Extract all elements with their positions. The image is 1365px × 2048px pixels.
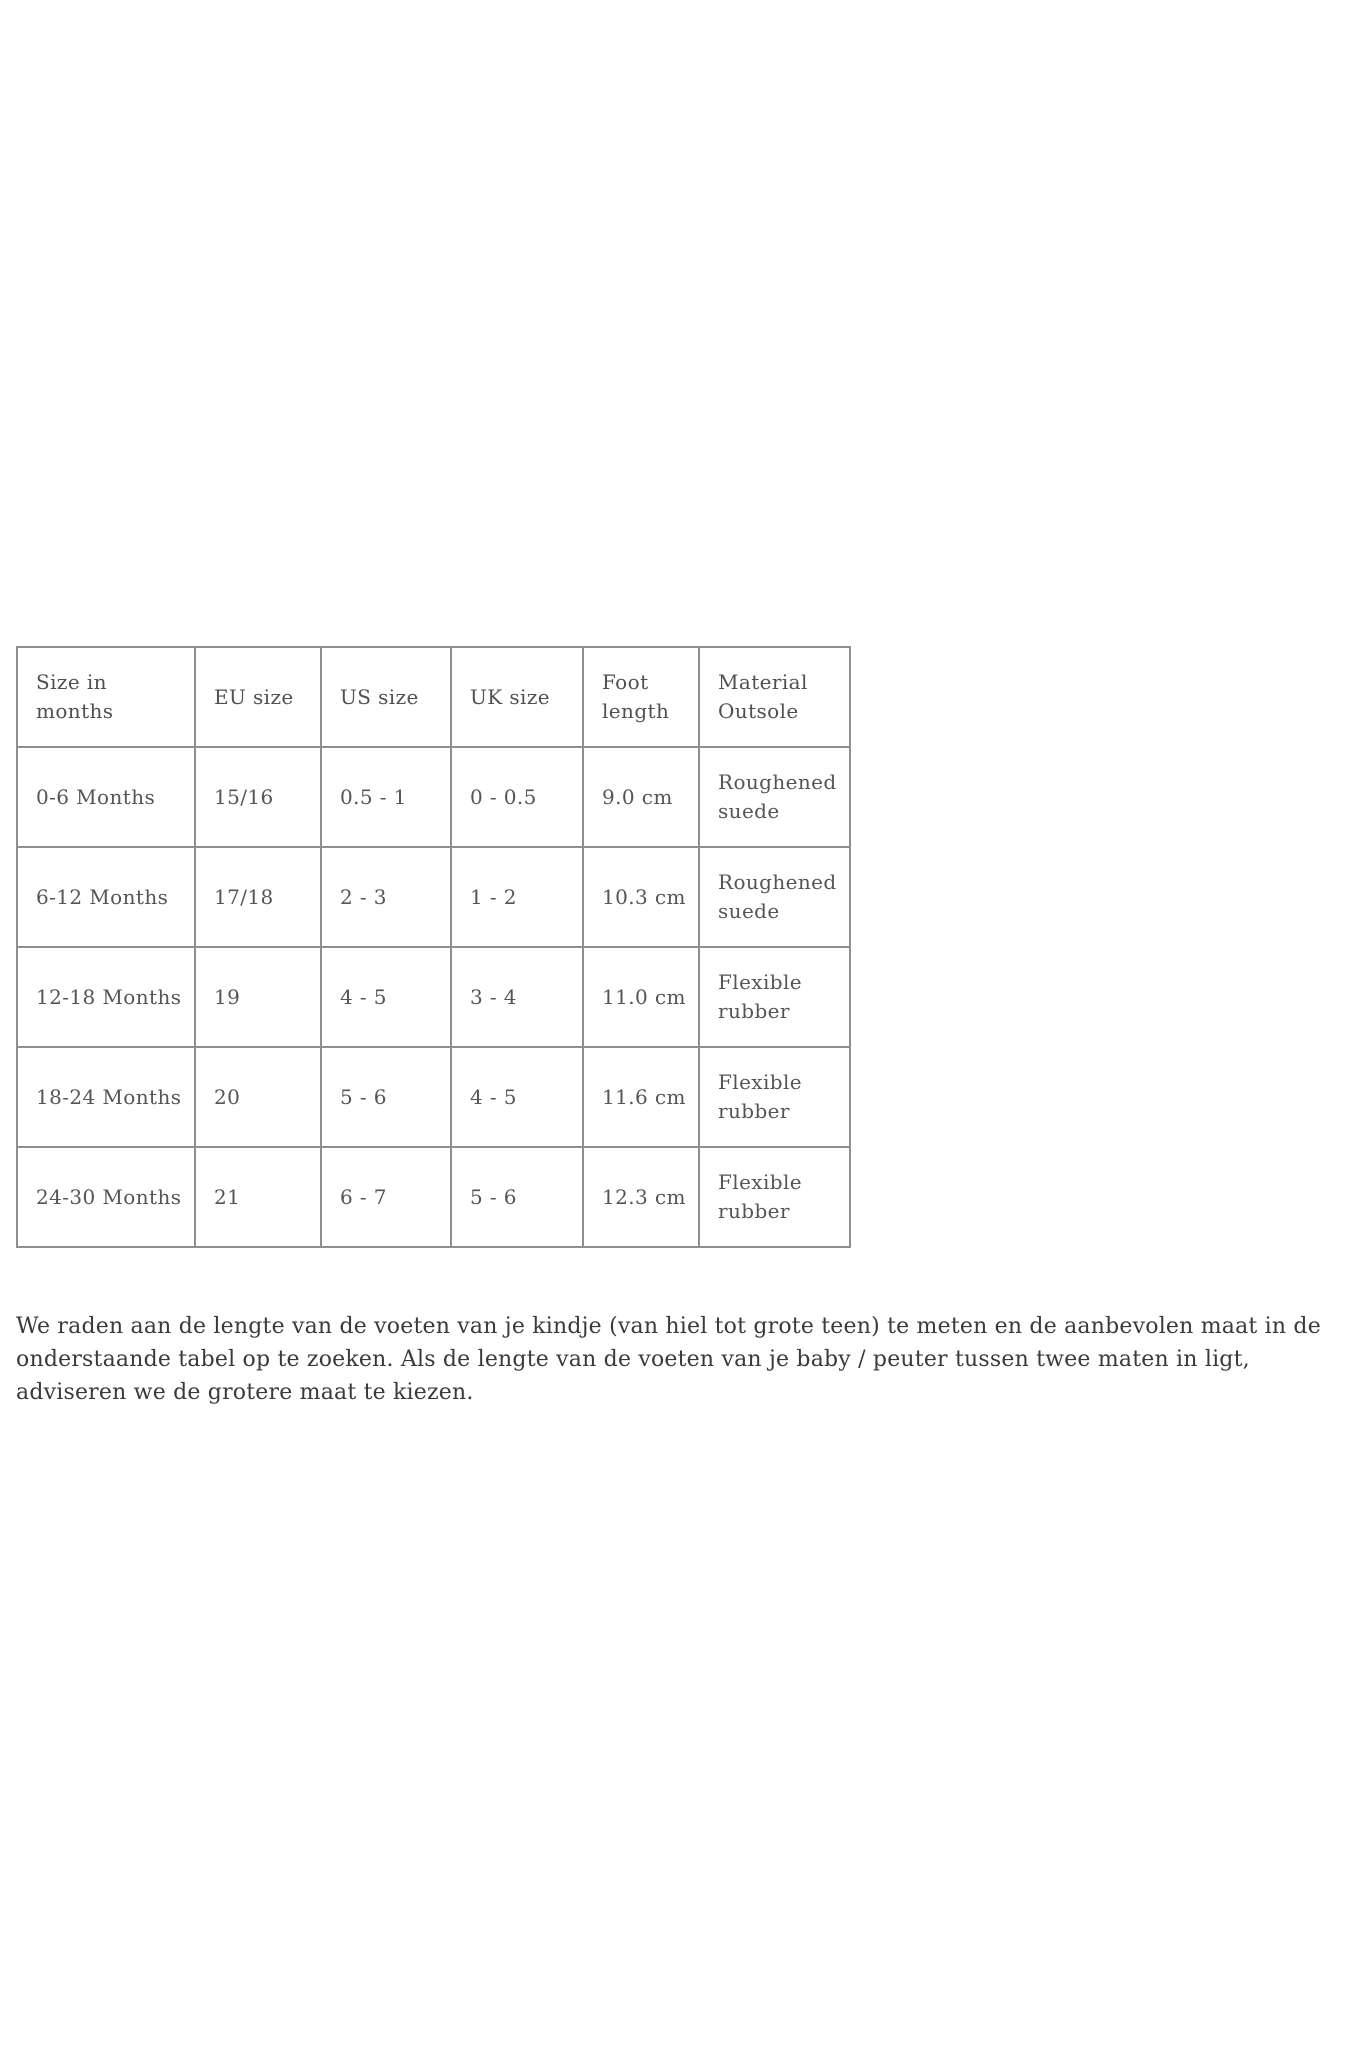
cell-foot-length: 12.3 cm <box>583 1147 699 1247</box>
cell-size-in-months: 24-30 Months <box>17 1147 195 1247</box>
cell-uk-size: 4 - 5 <box>451 1047 583 1147</box>
cell-uk-size: 1 - 2 <box>451 847 583 947</box>
table-row <box>17 847 850 947</box>
cell-size-in-months: 0-6 Months <box>17 747 195 847</box>
cell-us-size: 2 - 3 <box>321 847 451 947</box>
cell-material-outsole: Roughened suede <box>699 847 850 947</box>
header-material-outsole: Material Outsole <box>699 647 850 747</box>
cell-us-size: 0.5 - 1 <box>321 747 451 847</box>
header-eu-size: EU size <box>195 647 321 747</box>
table-row <box>17 1147 850 1247</box>
header-foot-length: Foot length <box>583 647 699 747</box>
size-advice-paragraph: We raden aan de lengte van de voeten van je kindje (van hiel tot grote teen) te meten en de aanbevolen maat in de onderstaande tabel op te zoeken. Als de lengte van de voeten van je baby / peuter tussen twee maten in ligt, adviseren we de grotere maat te kiezen. <box>16 1314 1321 1405</box>
cell-foot-length: 11.0 cm <box>583 947 699 1047</box>
cell-us-size: 6 - 7 <box>321 1147 451 1247</box>
header-size-in-months: Size in months <box>17 647 195 747</box>
size-chart-table <box>16 646 851 1248</box>
header-uk-size: UK size <box>451 647 583 747</box>
table-row <box>17 1047 850 1147</box>
table-row <box>17 947 850 1047</box>
cell-eu-size: 21 <box>195 1147 321 1247</box>
cell-material-outsole: Flexible rubber <box>699 1047 850 1147</box>
cell-material-outsole: Flexible rubber <box>699 1147 850 1247</box>
cell-size-in-months: 6-12 Months <box>17 847 195 947</box>
cell-eu-size: 15/16 <box>195 747 321 847</box>
table-header-row <box>17 647 850 747</box>
cell-us-size: 5 - 6 <box>321 1047 451 1147</box>
header-us-size: US size <box>321 647 451 747</box>
cell-foot-length: 10.3 cm <box>583 847 699 947</box>
cell-material-outsole: Roughened suede <box>699 747 850 847</box>
cell-uk-size: 0 - 0.5 <box>451 747 583 847</box>
cell-foot-length: 9.0 cm <box>583 747 699 847</box>
cell-eu-size: 17/18 <box>195 847 321 947</box>
cell-material-outsole: Flexible rubber <box>699 947 850 1047</box>
cell-size-in-months: 12-18 Months <box>17 947 195 1047</box>
cell-eu-size: 19 <box>195 947 321 1047</box>
cell-uk-size: 3 - 4 <box>451 947 583 1047</box>
cell-eu-size: 20 <box>195 1047 321 1147</box>
cell-foot-length: 11.6 cm <box>583 1047 699 1147</box>
cell-size-in-months: 18-24 Months <box>17 1047 195 1147</box>
cell-uk-size: 5 - 6 <box>451 1147 583 1247</box>
table-row <box>17 747 850 847</box>
cell-us-size: 4 - 5 <box>321 947 451 1047</box>
